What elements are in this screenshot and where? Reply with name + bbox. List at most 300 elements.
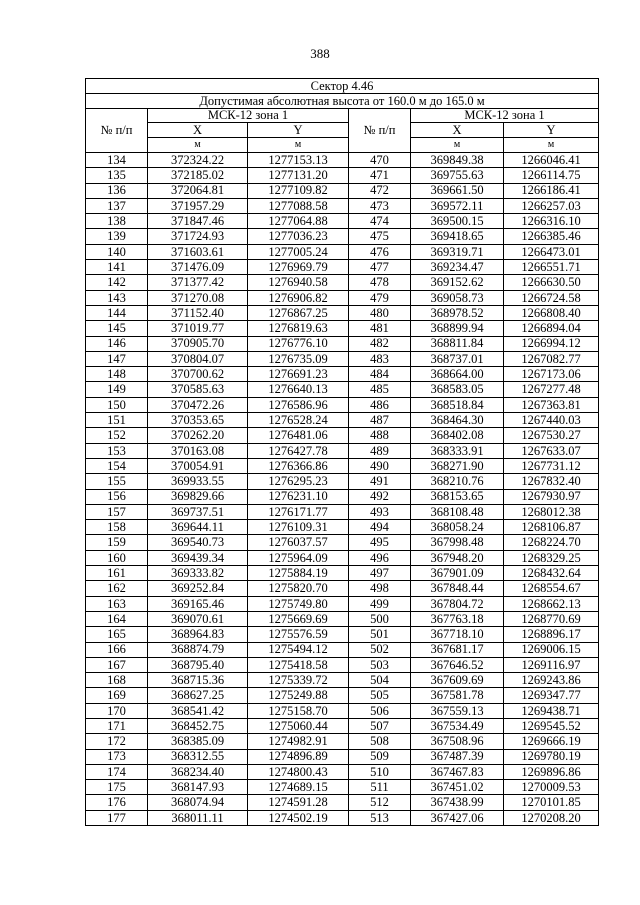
point-number-right: 485 bbox=[349, 382, 411, 397]
table-row bbox=[86, 734, 599, 749]
point-number-right: 496 bbox=[349, 550, 411, 565]
y-coordinate-left: 1276586.96 bbox=[248, 397, 349, 412]
point-number-left: 144 bbox=[86, 305, 148, 320]
point-number-left: 166 bbox=[86, 642, 148, 657]
table-row bbox=[86, 198, 599, 213]
point-number-left: 136 bbox=[86, 183, 148, 198]
point-number-left: 167 bbox=[86, 657, 148, 672]
x-coordinate-right: 368464.30 bbox=[411, 413, 504, 428]
x-coordinate-left: 372064.81 bbox=[148, 183, 248, 198]
table-row bbox=[86, 703, 599, 718]
y-coordinate-left: 1276940.58 bbox=[248, 275, 349, 290]
x-coordinate-left: 368627.25 bbox=[148, 688, 248, 703]
point-number-right: 483 bbox=[349, 351, 411, 366]
x-coordinate-left: 369333.82 bbox=[148, 566, 248, 581]
point-number-right: 486 bbox=[349, 397, 411, 412]
table-row bbox=[86, 260, 599, 275]
y-coordinate-left: 1276109.31 bbox=[248, 520, 349, 535]
x-coordinate-left: 371019.77 bbox=[148, 321, 248, 336]
table-row bbox=[86, 611, 599, 626]
x-coordinate-left: 368147.93 bbox=[148, 780, 248, 795]
system-header-left: МСК-12 зона 1 bbox=[148, 109, 349, 123]
table-body bbox=[86, 153, 599, 826]
x-coordinate-right: 368811.84 bbox=[411, 336, 504, 351]
point-number-left: 175 bbox=[86, 780, 148, 795]
table-row bbox=[86, 229, 599, 244]
table-row bbox=[86, 367, 599, 382]
point-number-right: 471 bbox=[349, 168, 411, 183]
x-coordinate-right: 368271.90 bbox=[411, 458, 504, 473]
point-number-left: 177 bbox=[86, 810, 148, 825]
table-row bbox=[86, 535, 599, 550]
y-coordinate-right: 1269438.71 bbox=[504, 703, 599, 718]
num-header-right: № п/п bbox=[349, 109, 411, 153]
y-coordinate-left: 1275158.70 bbox=[248, 703, 349, 718]
x-coordinate-left: 371377.42 bbox=[148, 275, 248, 290]
unit-y-right: м bbox=[504, 138, 599, 153]
x-coordinate-right: 368402.08 bbox=[411, 428, 504, 443]
y-coordinate-right: 1267731.12 bbox=[504, 458, 599, 473]
x-coordinate-left: 371957.29 bbox=[148, 198, 248, 213]
table-row bbox=[86, 810, 599, 825]
point-number-right: 511 bbox=[349, 780, 411, 795]
x-coordinate-right: 368153.65 bbox=[411, 489, 504, 504]
x-coordinate-left: 369644.11 bbox=[148, 520, 248, 535]
y-coordinate-right: 1270208.20 bbox=[504, 810, 599, 825]
x-coordinate-right: 367718.10 bbox=[411, 627, 504, 642]
x-coordinate-left: 368312.55 bbox=[148, 749, 248, 764]
point-number-right: 505 bbox=[349, 688, 411, 703]
x-coordinate-right: 367998.48 bbox=[411, 535, 504, 550]
table-row bbox=[86, 321, 599, 336]
x-coordinate-left: 368385.09 bbox=[148, 734, 248, 749]
y-coordinate-left: 1276295.23 bbox=[248, 474, 349, 489]
table-row bbox=[86, 275, 599, 290]
x-coordinate-right: 367559.13 bbox=[411, 703, 504, 718]
x-coordinate-left: 368964.83 bbox=[148, 627, 248, 642]
table-row bbox=[86, 214, 599, 229]
point-number-left: 134 bbox=[86, 153, 148, 168]
x-coordinate-right: 367427.06 bbox=[411, 810, 504, 825]
y-coordinate-right: 1268554.67 bbox=[504, 581, 599, 596]
y-coordinate-right: 1267530.27 bbox=[504, 428, 599, 443]
x-coordinate-left: 370262.20 bbox=[148, 428, 248, 443]
table-row bbox=[86, 764, 599, 779]
point-number-left: 143 bbox=[86, 290, 148, 305]
point-number-left: 165 bbox=[86, 627, 148, 642]
table-row bbox=[86, 581, 599, 596]
x-coordinate-left: 372185.02 bbox=[148, 168, 248, 183]
y-coordinate-left: 1274591.28 bbox=[248, 795, 349, 810]
x-coordinate-left: 370804.07 bbox=[148, 351, 248, 366]
y-coordinate-right: 1267082.77 bbox=[504, 351, 599, 366]
table-row bbox=[86, 642, 599, 657]
point-number-left: 137 bbox=[86, 198, 148, 213]
table-row bbox=[86, 153, 599, 168]
x-coordinate-left: 368011.11 bbox=[148, 810, 248, 825]
y-coordinate-left: 1276231.10 bbox=[248, 489, 349, 504]
x-coordinate-right: 367487.39 bbox=[411, 749, 504, 764]
y-coordinate-right: 1268106.87 bbox=[504, 520, 599, 535]
x-coordinate-right: 368978.52 bbox=[411, 305, 504, 320]
x-coordinate-right: 368664.00 bbox=[411, 367, 504, 382]
y-coordinate-left: 1276037.57 bbox=[248, 535, 349, 550]
x-coordinate-right: 369661.50 bbox=[411, 183, 504, 198]
point-number-left: 154 bbox=[86, 458, 148, 473]
point-number-right: 480 bbox=[349, 305, 411, 320]
y-coordinate-right: 1267832.40 bbox=[504, 474, 599, 489]
y-header-right: Y bbox=[504, 123, 599, 138]
y-coordinate-left: 1276640.13 bbox=[248, 382, 349, 397]
table-row bbox=[86, 244, 599, 259]
y-coordinate-right: 1268662.13 bbox=[504, 596, 599, 611]
point-number-right: 484 bbox=[349, 367, 411, 382]
table-row bbox=[86, 749, 599, 764]
point-number-left: 155 bbox=[86, 474, 148, 489]
point-number-left: 164 bbox=[86, 611, 148, 626]
y-coordinate-right: 1269006.15 bbox=[504, 642, 599, 657]
y-coordinate-right: 1270009.53 bbox=[504, 780, 599, 795]
x-coordinate-left: 371270.08 bbox=[148, 290, 248, 305]
y-coordinate-left: 1274689.15 bbox=[248, 780, 349, 795]
y-coordinate-right: 1267363.81 bbox=[504, 397, 599, 412]
y-coordinate-right: 1268770.69 bbox=[504, 611, 599, 626]
x-coordinate-right: 369755.63 bbox=[411, 168, 504, 183]
y-coordinate-left: 1277088.58 bbox=[248, 198, 349, 213]
table-row bbox=[86, 673, 599, 688]
x-coordinate-left: 370353.65 bbox=[148, 413, 248, 428]
y-coordinate-right: 1266894.04 bbox=[504, 321, 599, 336]
y-coordinate-left: 1275964.09 bbox=[248, 550, 349, 565]
point-number-left: 173 bbox=[86, 749, 148, 764]
table-row bbox=[86, 596, 599, 611]
x-coordinate-left: 371603.61 bbox=[148, 244, 248, 259]
point-number-right: 477 bbox=[349, 260, 411, 275]
x-coordinate-left: 368541.42 bbox=[148, 703, 248, 718]
x-coordinate-left: 369252.84 bbox=[148, 581, 248, 596]
x-coordinate-left: 368874.79 bbox=[148, 642, 248, 657]
y-coordinate-left: 1277131.20 bbox=[248, 168, 349, 183]
x-coordinate-right: 367508.96 bbox=[411, 734, 504, 749]
point-number-right: 504 bbox=[349, 673, 411, 688]
x-coordinate-left: 369933.55 bbox=[148, 474, 248, 489]
x-coordinate-right: 368108.48 bbox=[411, 504, 504, 519]
x-coordinate-left: 370905.70 bbox=[148, 336, 248, 351]
y-coordinate-right: 1269545.52 bbox=[504, 718, 599, 733]
y-coordinate-left: 1276427.78 bbox=[248, 443, 349, 458]
y-coordinate-right: 1268896.17 bbox=[504, 627, 599, 642]
y-coordinate-left: 1276691.23 bbox=[248, 367, 349, 382]
point-number-left: 156 bbox=[86, 489, 148, 504]
y-coordinate-right: 1266994.12 bbox=[504, 336, 599, 351]
point-number-left: 151 bbox=[86, 413, 148, 428]
y-coordinate-right: 1266473.01 bbox=[504, 244, 599, 259]
point-number-right: 510 bbox=[349, 764, 411, 779]
x-coordinate-left: 369165.46 bbox=[148, 596, 248, 611]
table-row bbox=[86, 474, 599, 489]
point-number-left: 145 bbox=[86, 321, 148, 336]
y-coordinate-right: 1266316.10 bbox=[504, 214, 599, 229]
x-header-right: X bbox=[411, 123, 504, 138]
table-row bbox=[86, 627, 599, 642]
point-number-right: 478 bbox=[349, 275, 411, 290]
x-coordinate-left: 368715.36 bbox=[148, 673, 248, 688]
table-row bbox=[86, 520, 599, 535]
point-number-right: 492 bbox=[349, 489, 411, 504]
y-coordinate-right: 1268224.70 bbox=[504, 535, 599, 550]
y-coordinate-left: 1275884.19 bbox=[248, 566, 349, 581]
point-number-right: 495 bbox=[349, 535, 411, 550]
height-caption: Допустимая абсолютная высота от 160.0 м до 165.0 м bbox=[86, 94, 599, 109]
point-number-right: 497 bbox=[349, 566, 411, 581]
x-coordinate-left: 368452.75 bbox=[148, 718, 248, 733]
x-coordinate-left: 370472.26 bbox=[148, 397, 248, 412]
point-number-left: 147 bbox=[86, 351, 148, 366]
point-number-left: 168 bbox=[86, 673, 148, 688]
table-row bbox=[86, 688, 599, 703]
y-coordinate-left: 1276735.09 bbox=[248, 351, 349, 366]
point-number-right: 494 bbox=[349, 520, 411, 535]
x-coordinate-right: 367804.72 bbox=[411, 596, 504, 611]
y-coordinate-left: 1277153.13 bbox=[248, 153, 349, 168]
y-coordinate-left: 1274982.91 bbox=[248, 734, 349, 749]
point-number-right: 487 bbox=[349, 413, 411, 428]
x-coordinate-right: 367534.49 bbox=[411, 718, 504, 733]
point-number-left: 159 bbox=[86, 535, 148, 550]
x-coordinate-left: 370585.63 bbox=[148, 382, 248, 397]
x-coordinate-left: 369737.51 bbox=[148, 504, 248, 519]
table-row bbox=[86, 397, 599, 412]
table-row bbox=[86, 428, 599, 443]
y-coordinate-right: 1266808.40 bbox=[504, 305, 599, 320]
y-coordinate-right: 1266385.46 bbox=[504, 229, 599, 244]
x-coordinate-right: 368058.24 bbox=[411, 520, 504, 535]
x-coordinate-right: 367763.18 bbox=[411, 611, 504, 626]
y-coordinate-right: 1266046.41 bbox=[504, 153, 599, 168]
y-coordinate-left: 1276969.79 bbox=[248, 260, 349, 275]
sector-title: Сектор 4.46 bbox=[86, 79, 599, 94]
point-number-right: 513 bbox=[349, 810, 411, 825]
y-coordinate-left: 1275749.80 bbox=[248, 596, 349, 611]
point-number-left: 141 bbox=[86, 260, 148, 275]
y-coordinate-left: 1276528.24 bbox=[248, 413, 349, 428]
x-coordinate-left: 371847.46 bbox=[148, 214, 248, 229]
x-coordinate-left: 369439.34 bbox=[148, 550, 248, 565]
table-row bbox=[86, 290, 599, 305]
x-coordinate-left: 368795.40 bbox=[148, 657, 248, 672]
x-coordinate-right: 368333.91 bbox=[411, 443, 504, 458]
point-number-right: 489 bbox=[349, 443, 411, 458]
point-number-left: 169 bbox=[86, 688, 148, 703]
point-number-left: 140 bbox=[86, 244, 148, 259]
point-number-left: 152 bbox=[86, 428, 148, 443]
point-number-left: 148 bbox=[86, 367, 148, 382]
y-coordinate-left: 1276481.06 bbox=[248, 428, 349, 443]
y-coordinate-left: 1274800.43 bbox=[248, 764, 349, 779]
num-header-left: № п/п bbox=[86, 109, 148, 153]
y-coordinate-left: 1275494.12 bbox=[248, 642, 349, 657]
x-coordinate-right: 367848.44 bbox=[411, 581, 504, 596]
table-row bbox=[86, 305, 599, 320]
point-number-left: 162 bbox=[86, 581, 148, 596]
table-row bbox=[86, 489, 599, 504]
y-coordinate-left: 1275249.88 bbox=[248, 688, 349, 703]
y-coordinate-right: 1269347.77 bbox=[504, 688, 599, 703]
point-number-right: 491 bbox=[349, 474, 411, 489]
table-row bbox=[86, 183, 599, 198]
point-number-left: 150 bbox=[86, 397, 148, 412]
point-number-left: 176 bbox=[86, 795, 148, 810]
x-coordinate-right: 369572.11 bbox=[411, 198, 504, 213]
y-coordinate-right: 1266724.58 bbox=[504, 290, 599, 305]
y-coordinate-right: 1266114.75 bbox=[504, 168, 599, 183]
x-coordinate-left: 371152.40 bbox=[148, 305, 248, 320]
point-number-right: 479 bbox=[349, 290, 411, 305]
point-number-right: 512 bbox=[349, 795, 411, 810]
x-coordinate-left: 368074.94 bbox=[148, 795, 248, 810]
x-coordinate-left: 370163.08 bbox=[148, 443, 248, 458]
y-coordinate-left: 1275060.44 bbox=[248, 718, 349, 733]
x-coordinate-right: 368583.05 bbox=[411, 382, 504, 397]
point-number-right: 500 bbox=[349, 611, 411, 626]
system-header-right: МСК-12 зона 1 bbox=[411, 109, 599, 123]
point-number-right: 499 bbox=[349, 596, 411, 611]
table-row bbox=[86, 566, 599, 581]
x-header-left: X bbox=[148, 123, 248, 138]
y-coordinate-right: 1266551.71 bbox=[504, 260, 599, 275]
y-coordinate-left: 1277005.24 bbox=[248, 244, 349, 259]
y-coordinate-left: 1275418.58 bbox=[248, 657, 349, 672]
table-row bbox=[86, 336, 599, 351]
x-coordinate-left: 370700.62 bbox=[148, 367, 248, 382]
point-number-right: 507 bbox=[349, 718, 411, 733]
x-coordinate-right: 368518.84 bbox=[411, 397, 504, 412]
point-number-left: 172 bbox=[86, 734, 148, 749]
x-coordinate-right: 367438.99 bbox=[411, 795, 504, 810]
x-coordinate-right: 368210.76 bbox=[411, 474, 504, 489]
point-number-left: 139 bbox=[86, 229, 148, 244]
x-coordinate-right: 368899.94 bbox=[411, 321, 504, 336]
x-coordinate-left: 369829.66 bbox=[148, 489, 248, 504]
table-row bbox=[86, 443, 599, 458]
y-coordinate-right: 1268329.25 bbox=[504, 550, 599, 565]
point-number-right: 488 bbox=[349, 428, 411, 443]
point-number-right: 490 bbox=[349, 458, 411, 473]
point-number-right: 508 bbox=[349, 734, 411, 749]
y-coordinate-right: 1269780.19 bbox=[504, 749, 599, 764]
y-coordinate-right: 1268432.64 bbox=[504, 566, 599, 581]
page-number: 388 bbox=[310, 46, 330, 61]
point-number-left: 171 bbox=[86, 718, 148, 733]
point-number-left: 153 bbox=[86, 443, 148, 458]
x-coordinate-left: 369070.61 bbox=[148, 611, 248, 626]
point-number-left: 170 bbox=[86, 703, 148, 718]
x-coordinate-right: 367646.52 bbox=[411, 657, 504, 672]
table-row bbox=[86, 550, 599, 565]
y-coordinate-left: 1277109.82 bbox=[248, 183, 349, 198]
coordinates-table bbox=[85, 78, 599, 826]
y-coordinate-right: 1266630.50 bbox=[504, 275, 599, 290]
y-coordinate-right: 1269243.86 bbox=[504, 673, 599, 688]
point-number-left: 158 bbox=[86, 520, 148, 535]
point-number-right: 502 bbox=[349, 642, 411, 657]
table-row bbox=[86, 657, 599, 672]
point-number-right: 501 bbox=[349, 627, 411, 642]
table-row bbox=[86, 382, 599, 397]
y-coordinate-right: 1266186.41 bbox=[504, 183, 599, 198]
y-coordinate-left: 1275820.70 bbox=[248, 581, 349, 596]
x-coordinate-left: 371476.09 bbox=[148, 260, 248, 275]
point-number-left: 142 bbox=[86, 275, 148, 290]
table-row bbox=[86, 413, 599, 428]
x-coordinate-right: 369319.71 bbox=[411, 244, 504, 259]
y-coordinate-right: 1267277.48 bbox=[504, 382, 599, 397]
x-coordinate-right: 367948.20 bbox=[411, 550, 504, 565]
x-coordinate-left: 371724.93 bbox=[148, 229, 248, 244]
y-coordinate-left: 1275669.69 bbox=[248, 611, 349, 626]
x-coordinate-right: 367467.83 bbox=[411, 764, 504, 779]
y-coordinate-left: 1274896.89 bbox=[248, 749, 349, 764]
point-number-left: 163 bbox=[86, 596, 148, 611]
x-coordinate-right: 369058.73 bbox=[411, 290, 504, 305]
point-number-left: 149 bbox=[86, 382, 148, 397]
y-coordinate-right: 1267440.03 bbox=[504, 413, 599, 428]
unit-x-left: м bbox=[148, 138, 248, 153]
x-coordinate-right: 367581.78 bbox=[411, 688, 504, 703]
point-number-right: 498 bbox=[349, 581, 411, 596]
table-row bbox=[86, 504, 599, 519]
x-coordinate-left: 368234.40 bbox=[148, 764, 248, 779]
table-row bbox=[86, 780, 599, 795]
point-number-right: 472 bbox=[349, 183, 411, 198]
point-number-right: 474 bbox=[349, 214, 411, 229]
point-number-right: 506 bbox=[349, 703, 411, 718]
y-coordinate-left: 1277036.23 bbox=[248, 229, 349, 244]
point-number-right: 476 bbox=[349, 244, 411, 259]
y-coordinate-right: 1270101.85 bbox=[504, 795, 599, 810]
point-number-right: 481 bbox=[349, 321, 411, 336]
point-number-right: 473 bbox=[349, 198, 411, 213]
y-coordinate-left: 1276171.77 bbox=[248, 504, 349, 519]
y-coordinate-right: 1269896.86 bbox=[504, 764, 599, 779]
table-row bbox=[86, 351, 599, 366]
y-coordinate-left: 1275576.59 bbox=[248, 627, 349, 642]
x-coordinate-right: 367681.17 bbox=[411, 642, 504, 657]
x-coordinate-right: 368737.01 bbox=[411, 351, 504, 366]
point-number-left: 160 bbox=[86, 550, 148, 565]
y-coordinate-left: 1276867.25 bbox=[248, 305, 349, 320]
point-number-right: 493 bbox=[349, 504, 411, 519]
x-coordinate-right: 367609.69 bbox=[411, 673, 504, 688]
y-coordinate-left: 1276776.10 bbox=[248, 336, 349, 351]
x-coordinate-left: 369540.73 bbox=[148, 535, 248, 550]
y-header-left: Y bbox=[248, 123, 349, 138]
point-number-left: 174 bbox=[86, 764, 148, 779]
x-coordinate-right: 369152.62 bbox=[411, 275, 504, 290]
x-coordinate-right: 369849.38 bbox=[411, 153, 504, 168]
point-number-right: 482 bbox=[349, 336, 411, 351]
x-coordinate-right: 367451.02 bbox=[411, 780, 504, 795]
y-coordinate-right: 1267173.06 bbox=[504, 367, 599, 382]
x-coordinate-right: 369234.47 bbox=[411, 260, 504, 275]
table-row bbox=[86, 795, 599, 810]
table-row bbox=[86, 168, 599, 183]
point-number-right: 470 bbox=[349, 153, 411, 168]
point-number-left: 135 bbox=[86, 168, 148, 183]
y-coordinate-left: 1276819.63 bbox=[248, 321, 349, 336]
y-coordinate-left: 1276906.82 bbox=[248, 290, 349, 305]
x-coordinate-right: 367901.09 bbox=[411, 566, 504, 581]
